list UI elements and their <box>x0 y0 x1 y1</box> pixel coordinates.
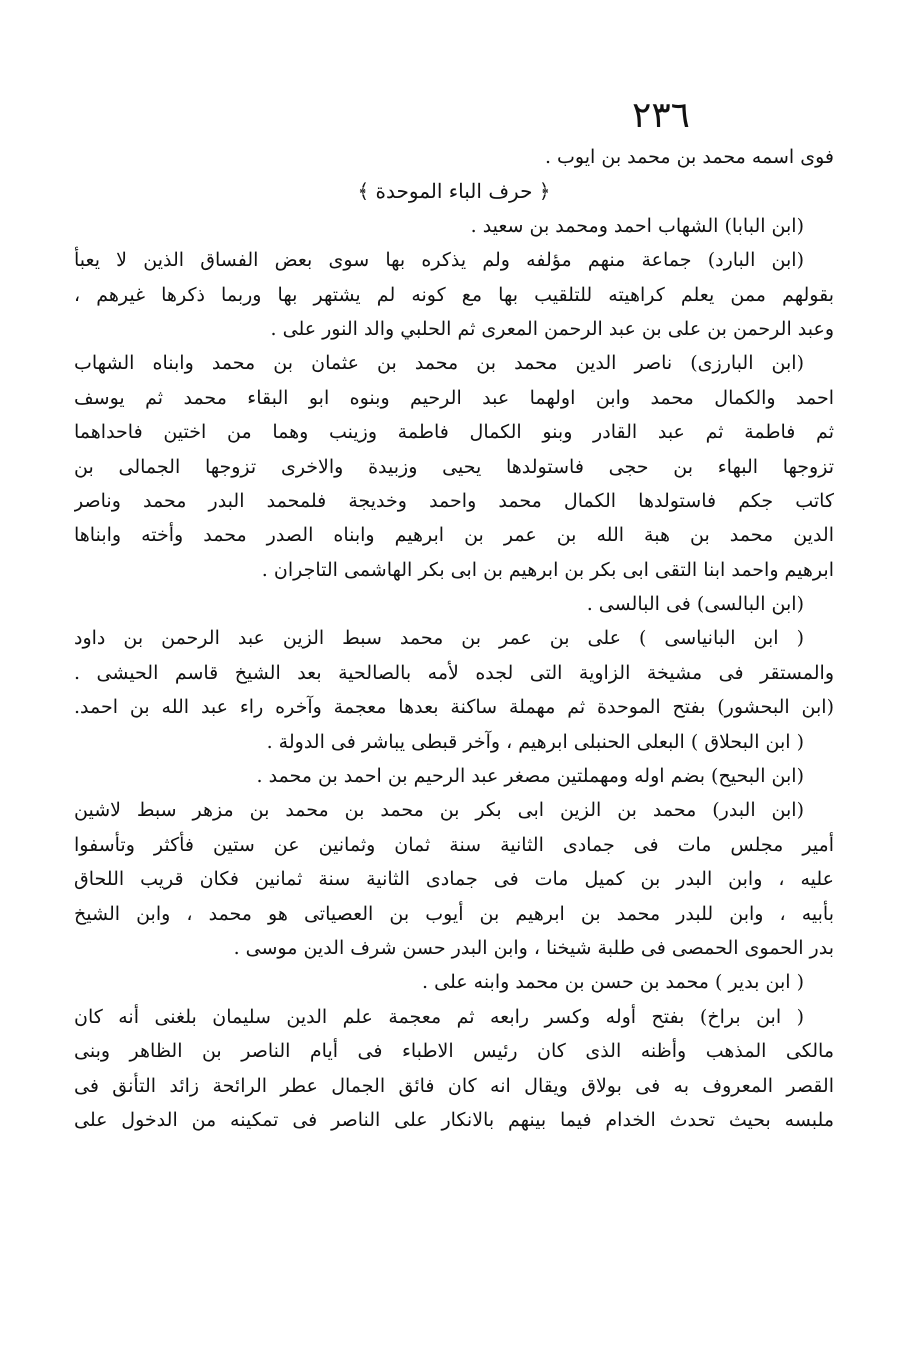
text-body <box>74 140 834 1137</box>
text-line: عليه ، وابن البدر بن كميل مات فى جمادى الثانية سنة ثمانين فكان قريب اللحاق <box>74 868 834 891</box>
text-line: والمستقر فى مشيخة الزاوية التى لجده لأمه بالصالحية بعد الشيخ قاسم الحيشى . <box>74 661 834 684</box>
text-line: مالكى المذهب وأظنه الذى كان رئيس الاطباء فى أيام الناصر بن الظاهر وبنى <box>74 1040 834 1063</box>
text-line: تزوجها البهاء بن حجى فاستولدها يحيى وزبيدة والاخرى تزوجها الجمالى بن <box>74 455 834 478</box>
text-line: أمير مجلس مات فى جمادى الثانية سنة ثمان وثمانين عن ستين فأكثر وتأسفوا <box>74 833 834 856</box>
text-line: احمد والكمال محمد وابن اولهما عبد الرحيم وبنوه ابو البقاء محمد ثم يوسف <box>74 386 834 409</box>
text-line: ثم فاطمة ثم عبد القادر وبنو الكمال فاطمة وزينب وهما من اختين فاحداهما <box>74 421 834 444</box>
text-line: بأبيه ، وابن للبدر محمد بن ابرهيم بن أيوب بن العصياتى هو محمد ، وابن الشيخ <box>74 902 834 925</box>
text-line: القصر المعروف به فى بولاق ويقال انه كان فائق الجمال عطر الرائحة زائد التأنق فى <box>74 1074 834 1097</box>
text-line: (ابن البحشور) بفتح الموحدة ثم مهملة ساكنة بعدها معجمة وآخره راء عبد الله بن احمد. <box>74 696 834 719</box>
text-line: بقولهم ممن يعلم كراهيته للتلقيب بها مع كونه لم يشتهر بها وربما ذكرها غيرهم ، <box>74 283 834 306</box>
text-line: ( ابن بدير ) محمد بن حسن بن محمد وابنه على . <box>422 971 804 994</box>
text-line: الدين محمد بن هبة الله بن عمر بن ابرهيم وابناه الصدر محمد وأخته وابناها <box>74 524 834 547</box>
text-line: ( ابن البحلاق ) البعلى الحنبلى ابرهيم ، وآخر قبطى يباشر فى الدولة . <box>266 730 804 753</box>
text-line: فوى اسمه محمد بن محمد بن ايوب . <box>544 146 834 168</box>
text-line: (ابن البالسى) فى البالسى . <box>586 593 804 616</box>
page-number: ٢٣٦ <box>631 95 690 136</box>
section-heading: ﴿ حرف الباء الموحدة ﴾ <box>357 179 551 204</box>
text-line: وعبد الرحمن بن على بن عبد الرحمن المعرى ثم الحلبي والد النور على . <box>270 317 834 340</box>
text-line: (ابن البحيح) بضم اوله ومهملتين مصغر عبد الرحيم بن احمد بن محمد . <box>256 765 804 788</box>
text-line: كاتب جكم فاستولدها الكمال محمد واحمد وخديجة فلمحمد البدر محمد وناصر <box>74 489 834 512</box>
text-line: ابرهيم واحمد ابنا التقى ابى بكر بن ابرهيم بن ابى بكر الهاشمى التاجران . <box>261 558 834 581</box>
text-line: (ابن البارد) جماعة منهم مؤلفه ولم يذكره بها سوى بعض الفساق الذين لا يعبأ <box>74 249 804 272</box>
text-line: ( ابن البانياسى ) على بن عمر بن محمد سبط الزين عبد الرحمن بن داود <box>74 627 804 650</box>
text-line: (ابن البدر) محمد بن الزين ابى بكر بن محمد بن محمد بن مزهر سبط لاشين <box>74 799 804 822</box>
text-line: ملبسه بحيث تحدث الخدام فيما بينهم بالانكار على الناصر فى تمكينه من الدخول على <box>74 1108 834 1131</box>
text-line: بدر الحموى الحمصى فى طلبة شيخنا ، وابن البدر حسن شرف الدين موسى . <box>233 936 834 959</box>
text-line: (ابن البارزى) ناصر الدين محمد بن محمد بن عثمان بن محمد وابناه الشهاب <box>74 352 804 375</box>
text-line: (ابن البابا) الشهاب احمد ومحمد بن سعيد . <box>470 214 804 237</box>
text-line: ( ابن براخ) بفتح أوله وكسر رابعه ثم معجمة علم الدين سليمان بلغنى أنه كان <box>74 1005 804 1028</box>
